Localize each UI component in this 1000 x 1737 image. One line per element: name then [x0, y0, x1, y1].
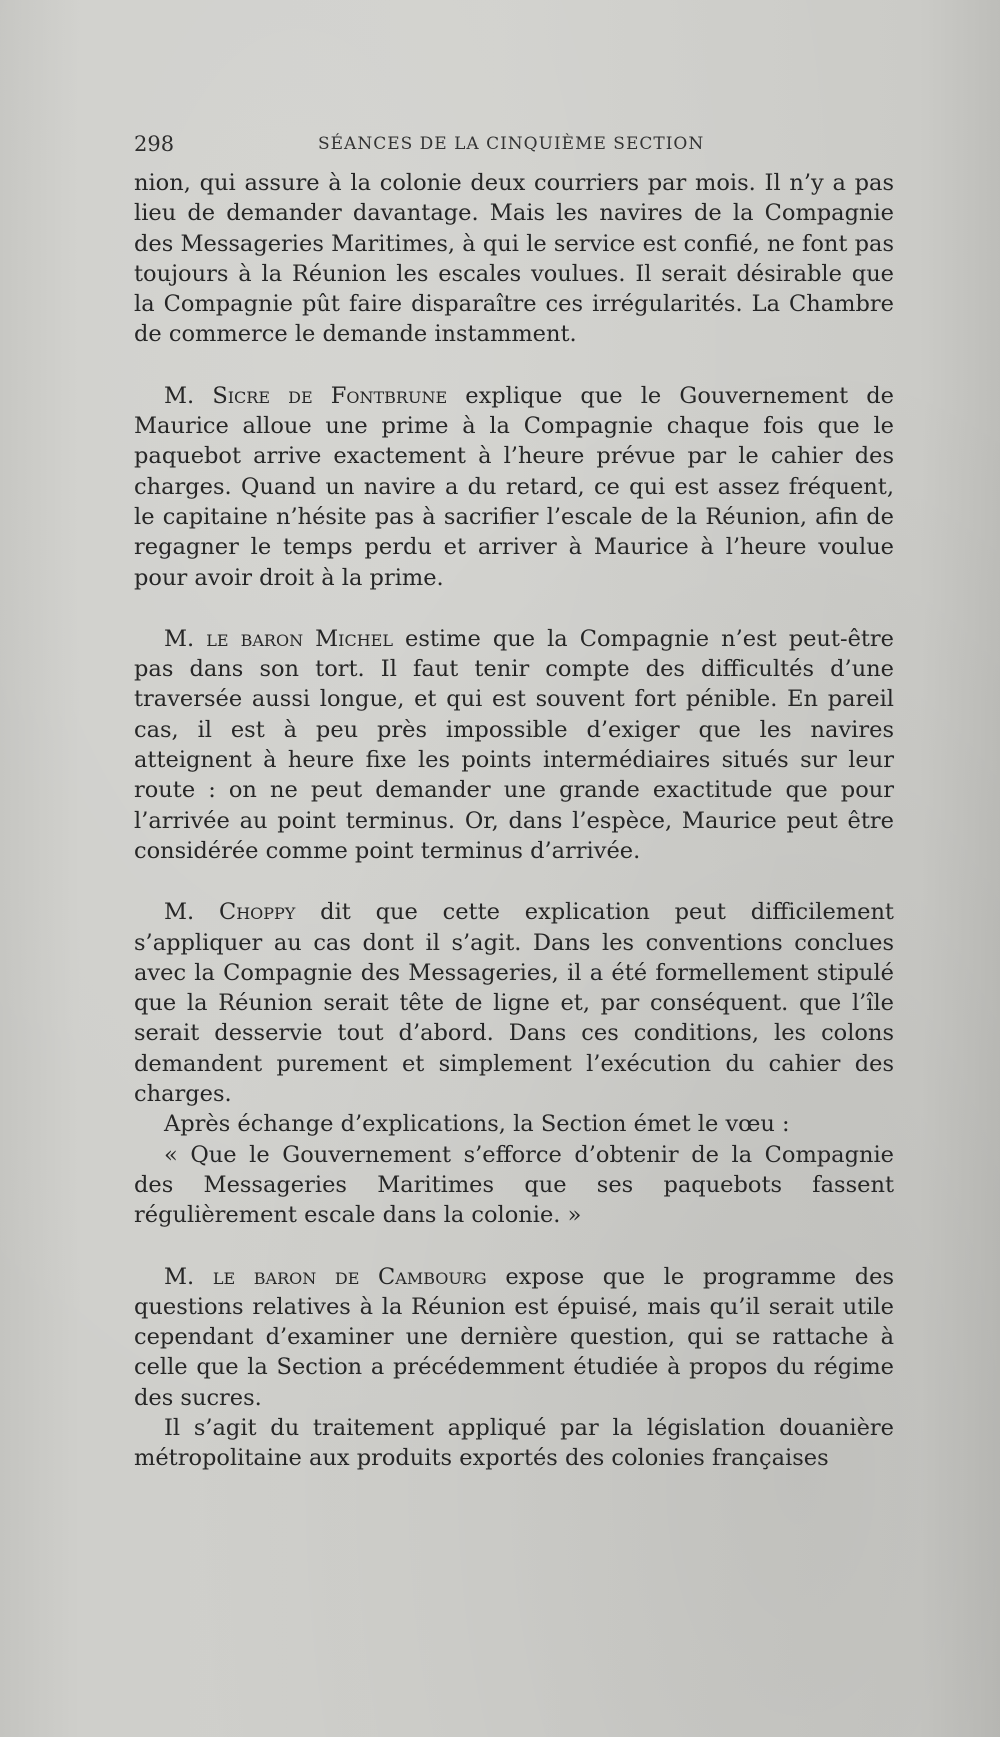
speaker-name: M. le baron Michel: [164, 625, 393, 652]
paragraph-baron-michel: M. le baron Michel estime que la Compagnie n’est peut-être pas dans son tort. Il faut tenir compte des difficultés d’une traversée aussi longue, et qui est souvent fort pénible. En pareil cas, il est à peu près impossible d’exiger que les navires atteignent à heure fixe les points intermédiaires situés sur leur route : on ne peut demander une grande exactitude que pour l’arrivée au point terminus. Or, dans l’espèce, Maurice peut être considérée comme point terminus d’arrivée.: [134, 625, 894, 864]
running-title: SÉANCES DE LA CINQUIÈME SECTION: [318, 134, 705, 154]
paragraph-voeu-quote: « Que le Gouvernement s’efforce d’obtenir de la Compagnie des Messageries Maritimes que ses paquebots fassent régulièrement escale dans la colonie. »: [134, 1141, 894, 1229]
speaker-name: M. le baron de Cambourg: [164, 1263, 487, 1290]
paragraph-baron-de-cambourg: M. le baron de Cambourg expose que le programme des questions relatives à la Réunion est épuisé, mais qu’il serait utile cependant d’examiner une dernière question, qui se rattache à celle que la Section a précédemment étudiée à propos du régime des sucres.: [134, 1263, 894, 1411]
body-text: [134, 168, 894, 1474]
running-head: [134, 132, 894, 160]
page-number: 298: [134, 132, 175, 156]
paragraph-sicre-de-fontbrune: M. Sicre de Fontbrune explique que le Gouvernement de Maurice alloue une prime à la Compagnie chaque fois que le paquebot arrive exactement à l’heure prévue par le cahier des charges. Quand un navire a du retard, ce qui est assez fréquent, le capitaine n’hésite pas à sacrifier l’escale de la Réunion, afin de regagner le temps perdu et arriver à Maurice à l’heure voulue pour avoir droit à la prime.: [134, 382, 894, 591]
paragraph-choppy: M. Choppy dit que cette explication peut difficilement s’appliquer au cas dont il s’agit. Dans les conventions conclues avec la Compagnie des Messageries, il a été formellement stipulé que la Réunion serait tête de ligne et, par conséquent. que l’île serait desservie tout d’abord. Dans ces conditions, les colons demandent purement et simplement l’exécution du cahier des charges.: [134, 899, 894, 1108]
speaker-name: M. Choppy: [164, 899, 296, 926]
paragraph-continuation: nion, qui assure à la colonie deux courriers par mois. Il n’y a pas lieu de demander davantage. Mais les navires de la Compagnie des Messageries Maritimes, à qui le service est confié, ne font pas toujours à la Réunion les escales voulues. Il serait désirable que la Compagnie pût faire disparaître ces irrégularités. La Chambre de commerce le demande instamment.: [134, 170, 894, 348]
paragraph-customs-treatment: Il s’agit du traitement appliqué par la législation douanière métropolitaine aux produits exportés des colonies françaises: [134, 1414, 894, 1472]
paragraph-section-resolution: Après échange d’explications, la Section émet le vœu :: [164, 1111, 790, 1138]
speaker-name: M. Sicre de Fontbrune: [164, 382, 448, 409]
